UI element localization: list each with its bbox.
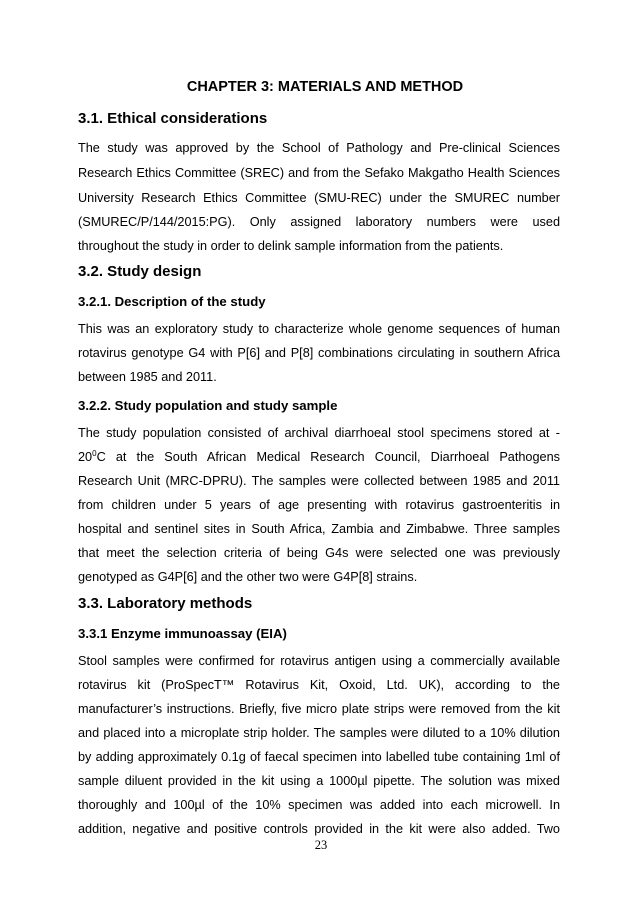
paragraph-line: Research Ethics Committee (SREC) and from the Sefako Makgatho Health Sciences <box>78 166 560 180</box>
degree-superscript: 0 <box>92 449 97 458</box>
paragraph-line: This was an exploratory study to characterize whole genome sequences of human <box>78 322 560 336</box>
paragraph-line: The study population consisted of archival diarrhoeal stool specimens stored at - <box>78 426 560 440</box>
paragraph-line: thoroughly and 100µl of the 10% specimen was added into each microwell. In <box>78 798 560 812</box>
chapter-title: CHAPTER 3: MATERIALS AND METHOD <box>186 79 464 95</box>
paragraph-line: between 1985 and 2011. <box>78 370 217 384</box>
subsection-heading-population: 3.2.2. Study population and study sample <box>78 398 338 413</box>
paragraph-line: rotavirus genotype G4 with P[6] and P[8] combinations circulating in southern Africa <box>78 346 560 360</box>
paragraph-line: from children under 5 years of age presenting with rotavirus gastroenteritis in <box>78 498 560 512</box>
paragraph-line: addition, negative and positive controls provided in the kit were also added. Two <box>78 822 560 836</box>
paragraph-line-temperature <box>78 449 560 465</box>
paragraph-line: University Research Ethics Committee (SMU-REC) under the SMUREC number <box>78 191 560 205</box>
temperature-line-text: C at the South African Medical Research Council, Diarrhoeal Pathogens <box>96 450 560 464</box>
subsection-heading-eia: 3.3.1 Enzyme immunoassay (EIA) <box>78 626 287 641</box>
paragraph-line: The study was approved by the School of Pathology and Pre-clinical Sciences <box>78 141 560 155</box>
paragraph-line: sample diluent provided in the kit using a 1000µl pipette. The solution was mixed <box>78 774 560 788</box>
section-heading-lab: 3.3. Laboratory methods <box>78 595 253 612</box>
paragraph-line: Stool samples were confirmed for rotavirus antigen using a commercially available <box>78 654 560 668</box>
paragraph-line: and placed into a microplate strip holder. The samples were diluted to a 10% dilution <box>78 726 560 740</box>
section-heading-design: 3.2. Study design <box>78 263 202 280</box>
subsection-heading-description: 3.2.1. Description of the study <box>78 294 266 309</box>
paragraph-line: hospital and sentinel sites in South Africa, Zambia and Zimbabwe. Three samples <box>78 522 560 536</box>
paragraph-line: by adding approximately 0.1g of faecal specimen into labelled tube containing 1ml of <box>78 750 560 764</box>
paragraph-line: Research Unit (MRC-DPRU). The samples were collected between 1985 and 2011 <box>78 474 560 488</box>
paragraph-line: (SMUREC/P/144/2015:PG). Only assigned laboratory numbers were used <box>78 215 560 229</box>
temperature-value: 20 <box>78 450 93 464</box>
paragraph-line: manufacturer’s instructions. Briefly, five micro plate strips were removed from the kit <box>78 702 560 716</box>
paragraph-line: genotyped as G4P[6] and the other two were G4P[8] strains. <box>78 570 418 584</box>
paragraph-line: rotavirus kit (ProSpecT™ Rotavirus Kit, Oxoid, Ltd. UK), according to the <box>78 678 560 692</box>
paragraph-line: throughout the study in order to delink sample information from the patients. <box>78 239 504 253</box>
paragraph-line: that meet the selection criteria of being G4s were selected one was previously <box>78 546 560 560</box>
page-number: 23 <box>314 838 328 852</box>
section-heading-ethical: 3.1. Ethical considerations <box>78 110 268 127</box>
